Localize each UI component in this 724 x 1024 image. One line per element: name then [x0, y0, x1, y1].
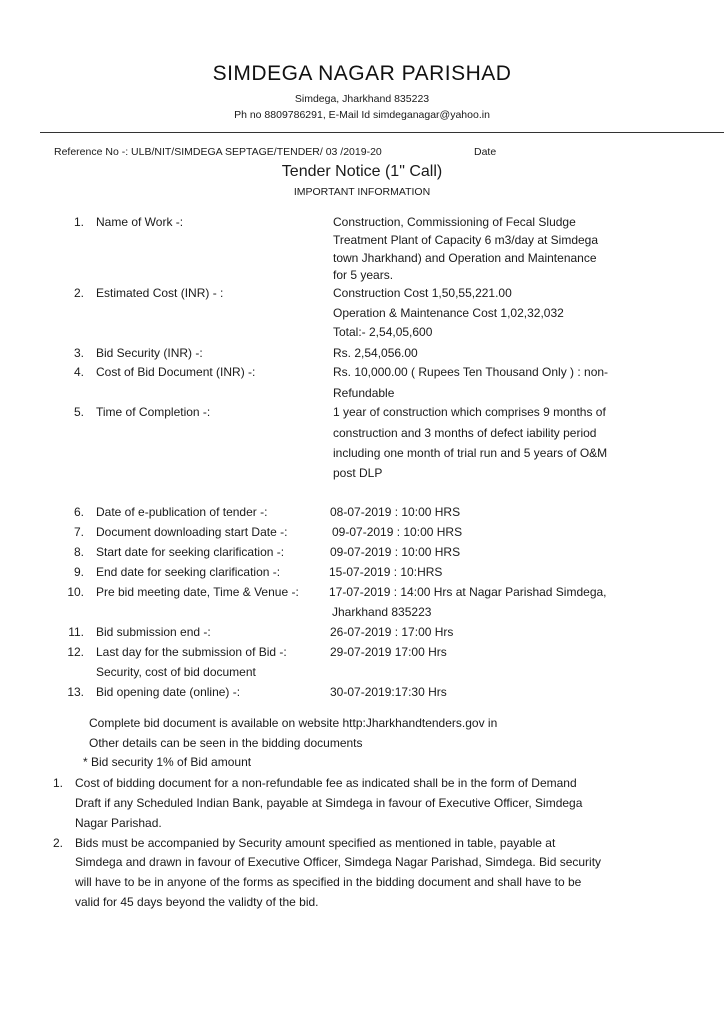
item-label: Cost of Bid Document (INR) -:: [96, 365, 256, 379]
organization-name: SIMDEGA NAGAR PARISHAD: [212, 62, 512, 85]
item-value-line: 15-07-2019 : 10:HRS: [329, 565, 443, 579]
item-number: 13.: [67, 685, 84, 699]
condition-line: Draft if any Scheduled Indian Bank, payable at Simdega in favour of Executive Officer, Simdega: [75, 796, 583, 810]
organization-address: Simdega, Jharkhand 835223: [294, 93, 430, 105]
condition-line: Nagar Parishad.: [75, 816, 162, 830]
item-number: 10.: [67, 585, 84, 599]
condition-line: Simdega and drawn in favour of Executive Officer, Simdega Nagar Parishad, Simdega. Bid security: [75, 855, 602, 869]
note-bid-security: * Bid security 1% of Bid amount: [83, 755, 252, 769]
notice-subtitle: IMPORTANT INFORMATION: [293, 186, 431, 198]
date-label: Date: [474, 146, 497, 158]
item-value-line: including one month of trial run and 5 years of O&M: [333, 446, 608, 460]
item-value-line: 17-07-2019 : 14:00 Hrs at Nagar Parishad Simdega,: [329, 585, 607, 599]
item-label: Pre bid meeting date, Time & Venue -:: [96, 585, 299, 599]
item-value-line: construction and 3 months of defect iability period: [333, 426, 597, 440]
item-value-line: 08-07-2019 : 10:00 HRS: [330, 505, 461, 519]
condition-number: 1.: [53, 776, 64, 790]
item-number: 12.: [67, 645, 84, 659]
item-value-line: 29-07-2019 17:00 Hrs: [330, 645, 447, 659]
condition-line: valid for 45 days beyond the validty of the bid.: [75, 895, 319, 909]
item-label: Bid submission end -:: [96, 625, 211, 639]
item-value-line: 09-07-2019 : 10:00 HRS: [330, 545, 461, 559]
item-value-line: Jharkhand 835223: [332, 605, 432, 619]
item-number: 2.: [73, 286, 84, 300]
item-label: Start date for seeking clarification -:: [96, 545, 285, 559]
note-details: Other details can be seen in the bidding documents: [89, 736, 363, 750]
item-label: Bid opening date (online) -:: [96, 685, 241, 699]
item-label: Name of Work -:: [96, 215, 184, 229]
header-divider: [40, 132, 724, 133]
item-value-line: 09-07-2019 : 10:00 HRS: [332, 525, 463, 539]
item-label: End date for seeking clarification -:: [96, 565, 281, 579]
organization-contact: Ph no 8809786291, E-Mail Id simdeganagar@yahoo.in: [234, 109, 490, 121]
item-value-line: 26-07-2019 : 17:00 Hrs: [330, 625, 454, 639]
reference-number: Reference No -: ULB/NIT/SIMDEGA SEPTAGE/TENDER/ 03 /2019-20: [54, 146, 382, 158]
notice-title: Tender Notice (1" Call): [281, 163, 443, 180]
item-number: 4.: [73, 365, 84, 379]
item-value-line: Operation & Maintenance Cost 1,02,32,032: [333, 306, 564, 320]
item-value-line: Construction Cost 1,50,55,221.00: [333, 286, 512, 300]
item-number: 3.: [73, 346, 84, 360]
condition-line: Bids must be accompanied by Security amount specified as mentioned in table, payable at: [75, 836, 556, 850]
item-number: 1.: [73, 215, 84, 229]
item-value-line: 1 year of construction which comprises 9 months of: [333, 405, 606, 419]
item-value-line: Rs. 10,000.00 ( Rupees Ten Thousand Only ) : non-: [333, 365, 609, 379]
item-number: 8.: [73, 545, 84, 559]
item-value-line: Total:- 2,54,05,600: [333, 325, 433, 339]
item-label: Document downloading start Date -:: [96, 525, 288, 539]
note-website: Complete bid document is available on website http:Jharkhandtenders.gov in: [89, 716, 498, 730]
condition-line: Cost of bidding document for a non-refundable fee as indicated shall be in the form of Demand: [75, 776, 577, 790]
item-label: Time of Completion -:: [96, 405, 211, 419]
item-value-line: Rs. 2,54,056.00: [333, 346, 418, 360]
item-value-line: for 5 years.: [333, 268, 394, 282]
condition-number: 2.: [53, 836, 64, 850]
condition-line: will have to be in anyone of the forms as specified in the bidding document and shall have to be: [75, 875, 582, 889]
item-value-line: Refundable: [333, 386, 395, 400]
item-label: Estimated Cost (INR) - :: [96, 286, 224, 300]
item-number: 9.: [73, 565, 84, 579]
item-label-continued: Security, cost of bid document: [96, 665, 256, 679]
item-label: Last day for the submission of Bid -:: [96, 645, 287, 659]
item-label: Bid Security (INR) -:: [96, 346, 203, 360]
item-number: 5.: [73, 405, 84, 419]
item-value-line: Construction, Commissioning of Fecal Sludge: [333, 215, 576, 229]
item-label: Date of e-publication of tender -:: [96, 505, 268, 519]
item-value-line: town Jharkhand) and Operation and Maintenance: [333, 251, 597, 265]
item-number: 11.: [68, 625, 84, 639]
item-value-line: post DLP: [333, 466, 383, 480]
item-value-line: Treatment Plant of Capacity 6 m3/day at Simdega: [333, 233, 599, 247]
item-number: 7.: [73, 525, 84, 539]
item-value-line: 30-07-2019:17:30 Hrs: [330, 685, 447, 699]
item-number: 6.: [73, 505, 84, 519]
